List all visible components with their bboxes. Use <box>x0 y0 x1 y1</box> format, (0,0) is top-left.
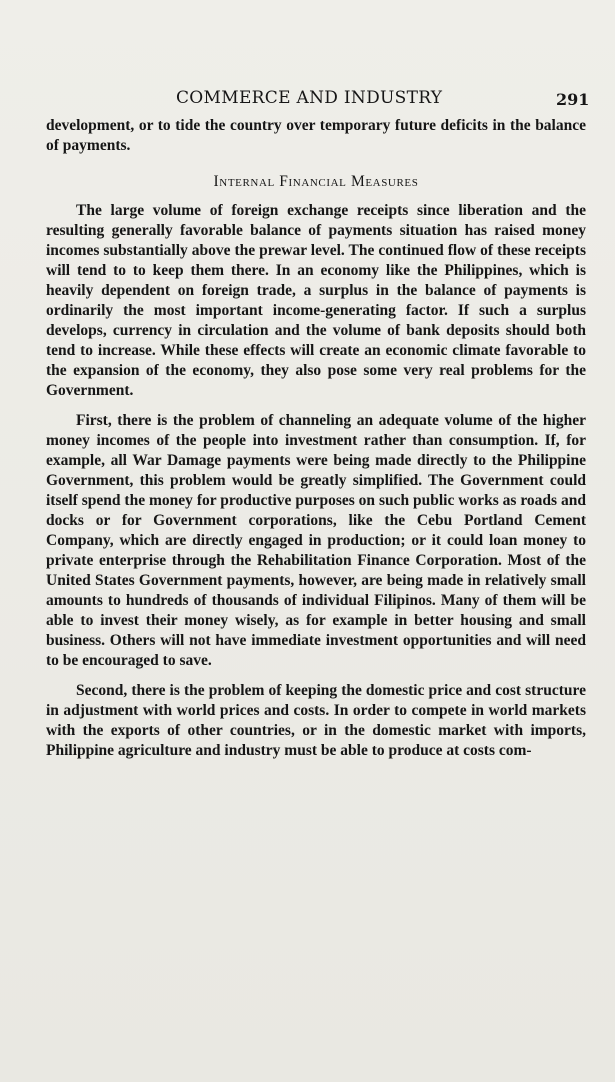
paragraph-spacer <box>46 401 586 411</box>
page-number: 291 <box>556 90 590 109</box>
paragraph-3: Second, there is the problem of keeping the domestic price and cost structure in adjustment with world prices and costs. In order to compete in world markets with the exports of other countries, or in the domestic market with imports, Philippine agriculture and industry must be able to produce at costs com- <box>46 682 586 759</box>
continuation-paragraph: development, or to tide the country over temporary future deficits in the balance of payments. <box>46 117 586 154</box>
body-text <box>46 116 586 761</box>
paragraph-spacer <box>46 671 586 681</box>
section-heading: Internal Financial Measures <box>213 173 419 190</box>
paragraph-1: The large volume of foreign exchange receipts since liberation and the resulting generally favorable balance of payments situation has raised money incomes substantially above the prewar level. The continued flow of these receipts will tend to to keep them there. In an economy like the Philippines, which is heavily dependent on foreign trade, a surplus in the balance of payments is ordinarily the most important income-generating factor. If such a surplus develops, currency in circulation and the volume of bank deposits should both tend to increase. While these effects will create an economic climate favorable to the expansion of the economy, they also pose some very real problems for the Government. <box>46 202 586 399</box>
running-head: COMMERCE AND INDUSTRY <box>176 88 443 108</box>
paragraph-2: First, there is the problem of channeling an adequate volume of the higher money incomes of the people into investment rather than consumption. If, for example, all War Damage payments were being made directly to the Philippine Government, this problem would be greatly simplified. The Government could itself spend the money for productive purposes on such public works as roads and docks or for Government corporations, like the Cebu Portland Cement Company, which are directly engaged in production; or it could loan money to private enterprise through the Rehabilitation Finance Corporation. Most of the United States Government payments, however, are being made in relatively small amounts to hundreds of thousands of individual Filipinos. Many of them will be able to invest their money wisely, as for example in better housing and small business. Others will not have immediate investment opportunities and will need to be encouraged to save. <box>46 412 586 669</box>
page-header <box>0 86 615 116</box>
